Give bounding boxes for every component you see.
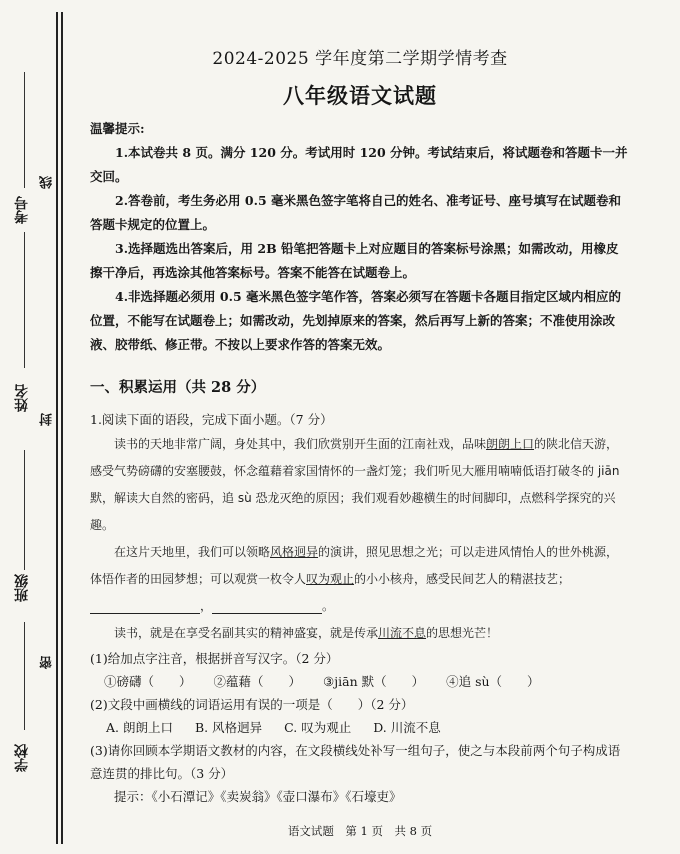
passage-paragraph-1 — [90, 431, 630, 539]
passage-paragraph-2 — [90, 539, 630, 620]
passage-text: 的陕北信天游，感受气势磅礴的安塞腰鼓，怀念蕴藉着家国情怀的一盏灯笼；我们听见大雁用喃喃低语打破冬的 jiān 默，解读大自然的密码，追 sù 恐龙灭绝的原因；我们观看妙趣横生的时间脚印，点燃科学探究的兴趣。 — [90, 437, 620, 532]
option-a[interactable]: A. 朗朗上口 — [106, 720, 173, 735]
page-footer: 语文试题 第 1 页 共 8 页 — [287, 824, 433, 838]
notice-item-2: 2.答卷前，考生务必用 0.5 毫米黑色签字笔将自己的姓名、准考证号、座号填写在试题卷和答题卡规定的位置上。 — [90, 193, 622, 232]
pinyin-item-4: ④追 sù（ ） — [446, 674, 540, 689]
name-field[interactable] — [24, 232, 25, 368]
passage-paragraph-3 — [90, 620, 630, 647]
sub-question-3-hint: 提示：《小石潭记》《卖炭翁》《壶口瀑布》《石壕吏》 — [114, 789, 402, 804]
class-label: 班级 — [14, 574, 30, 602]
notice-block — [90, 117, 630, 357]
exam-number-label: 考号 — [14, 196, 30, 224]
school-field[interactable] — [24, 622, 25, 730]
option-d[interactable]: D. 川流不息 — [373, 720, 441, 735]
sub-question-2-options — [90, 716, 630, 739]
underlined-term: 叹为观止 — [306, 572, 355, 586]
name-label: 姓名 — [14, 384, 30, 412]
sub-question-3-stem: (3)请你回顾本学期语文教材的内容，在文段横线处补写一组句子，使之与本段前两个句子构成语意连贯的排比句。（3 分） — [90, 743, 621, 781]
notice-item-3: 3.选择题选出答案后，用 2B 铅笔把答题卡上对应题目的答案标号涂黑；如需改动，用橡皮擦干净后，再选涂其他答案标号。答案不能答在试题卷上。 — [90, 241, 619, 280]
passage-text: ， — [200, 599, 213, 613]
binding-line-outer — [56, 12, 58, 844]
sub-question-2-stem: (2)文段中画横线的词语运用有误的一项是（ ）（2 分） — [90, 697, 414, 712]
passage-text: 。 — [322, 599, 335, 613]
passage-text: 的思想光芒！ — [426, 626, 499, 640]
notice-item-4: 4.非选择题必须用 0.5 毫米黑色签字笔作答，答案必须写在答题卡各题目指定区域内相应的位置，不能写在试题卷上；如需改动，先划掉原来的答案，然后再写上新的答案；不准使用涂改液、胶带纸、修正带。不按以上要求作答的答案无效。 — [90, 289, 622, 352]
question-1 — [90, 408, 630, 808]
answer-blank-2[interactable] — [212, 599, 322, 614]
exam-number-field[interactable] — [24, 72, 25, 188]
underlined-term: 川流不息 — [378, 626, 427, 640]
pinyin-item-1: ①磅礴（ ） — [104, 674, 192, 689]
section-heading: 一、积累运用（共 28 分） — [90, 379, 266, 396]
question-1-stem: 1.阅读下面的语段，完成下面小题。（7 分） — [90, 412, 333, 427]
secret-mark: 密 — [40, 656, 55, 669]
seal-mark: 封 — [40, 413, 55, 426]
answer-blank-1[interactable] — [90, 599, 200, 614]
class-field[interactable] — [24, 450, 25, 570]
notice-item-1: 1.本试卷共 8 页。满分 120 分。考试用时 120 分钟。考试结束后，将试题卷和答题卡一并交回。 — [90, 145, 628, 184]
binding-margin — [0, 0, 64, 854]
exam-title: 2024-2025 学年度第二学期学情考查 — [212, 49, 508, 69]
exam-subtitle: 八年级语文试题 — [283, 83, 437, 108]
school-label: 学校 — [14, 744, 30, 772]
passage-text: 读书，就是在享受名副其实的精神盛宴，就是传承 — [114, 626, 379, 640]
line-mark: 线 — [40, 176, 55, 189]
binding-line-inner — [61, 12, 63, 844]
sub-question-1-stem: (1)给加点字注音，根据拼音写汉字。（2 分） — [90, 651, 339, 666]
sub-question-1-items — [90, 670, 630, 693]
underlined-term: 风格迥异 — [270, 545, 319, 559]
passage-text: 在这片天地里，我们可以领略 — [114, 545, 271, 559]
passage-text: 读书的天地非常广阔，身处其中，我们欣赏别开生面的江南社戏，品味 — [114, 437, 487, 451]
option-b[interactable]: B. 风格迥异 — [194, 720, 263, 735]
passage-text: 的小小核舟，感受民间艺人的精湛技艺； — [354, 572, 571, 586]
pinyin-item-2: ②蕴藉（ ） — [213, 674, 302, 689]
passage-text: 的演讲，照见思想之光；可以走进风情怡人的世外桃源，体悟作者的田园梦想；可以观赏一枚令人 — [90, 545, 619, 586]
underlined-term: 朗朗上口 — [486, 437, 535, 451]
pinyin-item-3: ③jiān 默（ ） — [323, 674, 425, 689]
notice-heading: 温馨提示: — [90, 121, 145, 136]
option-c[interactable]: C. 叹为观止 — [284, 720, 352, 735]
